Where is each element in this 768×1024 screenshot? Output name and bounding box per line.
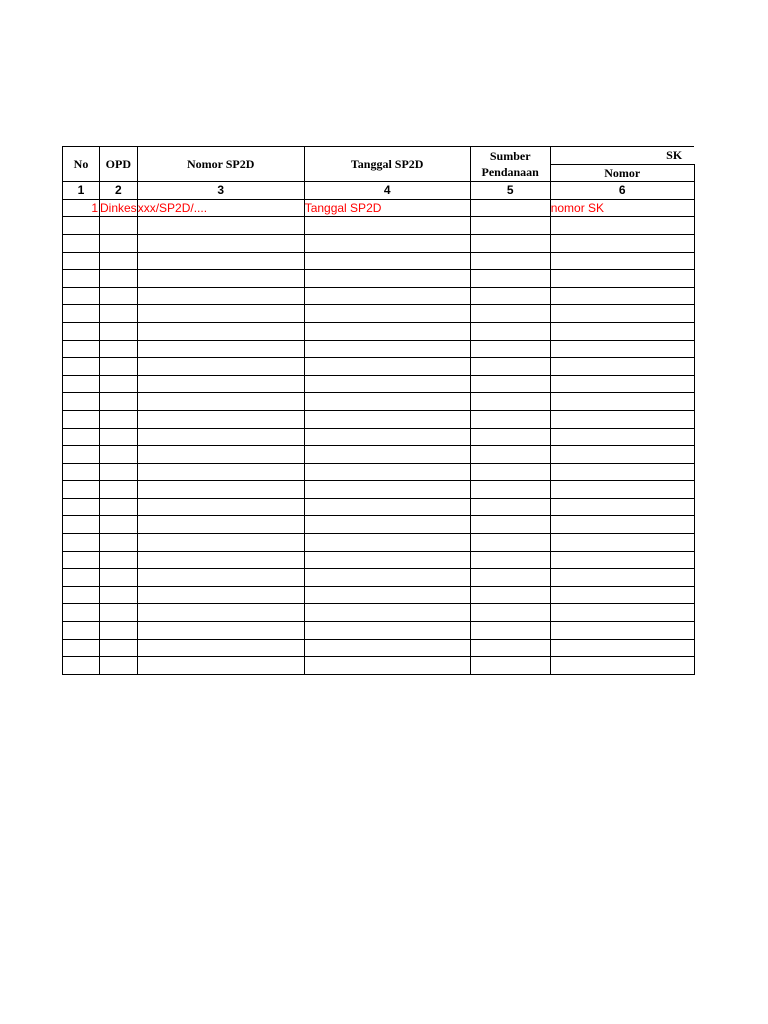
cell-sumber[interactable]	[470, 340, 550, 358]
table-row	[63, 358, 695, 376]
example-no[interactable]: 1	[63, 199, 100, 217]
cell-sk-nomor[interactable]	[550, 270, 694, 288]
cell-tanggal-sp2d[interactable]	[304, 604, 470, 622]
table-row	[63, 252, 695, 270]
cell-nomor-sp2d[interactable]	[137, 463, 304, 481]
cell-opd[interactable]	[100, 604, 138, 622]
table-row	[63, 217, 695, 235]
cell-no[interactable]	[63, 322, 100, 340]
cell-tanggal-sp2d[interactable]	[304, 252, 470, 270]
cell-sk-nomor[interactable]	[550, 393, 694, 411]
cell-opd[interactable]	[100, 270, 138, 288]
cell-opd[interactable]	[100, 410, 138, 428]
cell-sumber[interactable]	[470, 639, 550, 657]
cell-no[interactable]	[63, 340, 100, 358]
cell-opd[interactable]	[100, 393, 138, 411]
cell-tanggal-sp2d[interactable]	[304, 305, 470, 323]
cell-sumber[interactable]	[470, 270, 550, 288]
cell-sumber[interactable]	[470, 463, 550, 481]
cell-no[interactable]	[63, 657, 100, 675]
cell-sumber[interactable]	[470, 516, 550, 534]
cell-opd[interactable]	[100, 340, 138, 358]
header-no[interactable]: No	[63, 147, 100, 182]
cell-tanggal-sp2d[interactable]	[304, 463, 470, 481]
cell-nomor-sp2d[interactable]	[137, 252, 304, 270]
cell-no[interactable]	[63, 498, 100, 516]
table-row	[63, 305, 695, 323]
header-sumber-line2: Pendanaan	[481, 165, 539, 180]
cell-tanggal-sp2d[interactable]	[304, 498, 470, 516]
cell-nomor-sp2d[interactable]	[137, 217, 304, 235]
table-row	[63, 375, 695, 393]
column-number-row	[63, 182, 695, 200]
cell-tanggal-sp2d[interactable]	[304, 340, 470, 358]
cell-nomor-sp2d[interactable]	[137, 534, 304, 552]
cell-sumber[interactable]	[470, 217, 550, 235]
cell-no[interactable]	[63, 463, 100, 481]
cell-no[interactable]	[63, 375, 100, 393]
cell-opd[interactable]	[100, 498, 138, 516]
cell-tanggal-sp2d[interactable]	[304, 639, 470, 657]
cell-sk-nomor[interactable]	[550, 569, 694, 587]
cell-sk-nomor[interactable]	[550, 217, 694, 235]
table-row	[63, 569, 695, 587]
column-number-1[interactable]: 1	[63, 182, 100, 200]
table-row	[63, 393, 695, 411]
cell-tanggal-sp2d[interactable]	[304, 322, 470, 340]
cell-sumber[interactable]	[470, 604, 550, 622]
cell-tanggal-sp2d[interactable]	[304, 217, 470, 235]
header-row-1	[63, 147, 695, 165]
cell-tanggal-sp2d[interactable]	[304, 657, 470, 675]
cell-no[interactable]	[63, 481, 100, 499]
header-tanggal-sp2d[interactable]: Tanggal SP2D	[304, 147, 470, 182]
cell-tanggal-sp2d[interactable]	[304, 586, 470, 604]
cell-no[interactable]	[63, 622, 100, 640]
cell-nomor-sp2d[interactable]	[137, 569, 304, 587]
header-opd[interactable]: OPD	[100, 147, 138, 182]
cell-opd[interactable]	[100, 463, 138, 481]
cell-nomor-sp2d[interactable]	[137, 551, 304, 569]
cell-tanggal-sp2d[interactable]	[304, 393, 470, 411]
table-row	[63, 657, 695, 675]
cell-sumber[interactable]	[470, 428, 550, 446]
cell-nomor-sp2d[interactable]	[137, 287, 304, 305]
cell-tanggal-sp2d[interactable]	[304, 622, 470, 640]
cell-tanggal-sp2d[interactable]	[304, 358, 470, 376]
cell-tanggal-sp2d[interactable]	[304, 516, 470, 534]
table-row	[63, 322, 695, 340]
cell-opd[interactable]	[100, 569, 138, 587]
cell-sk-nomor[interactable]	[550, 446, 694, 464]
cell-nomor-sp2d[interactable]	[137, 410, 304, 428]
cell-no[interactable]	[63, 516, 100, 534]
table-row	[63, 622, 695, 640]
cell-nomor-sp2d[interactable]	[137, 234, 304, 252]
table-row	[63, 498, 695, 516]
cell-nomor-sp2d[interactable]	[137, 428, 304, 446]
cell-opd[interactable]	[100, 551, 138, 569]
example-tanggal-sp2d[interactable]: Tanggal SP2D	[304, 199, 470, 217]
cell-sk-nomor[interactable]	[550, 481, 694, 499]
cell-opd[interactable]	[100, 375, 138, 393]
example-sumber[interactable]	[470, 199, 550, 217]
cell-no[interactable]	[63, 534, 100, 552]
cell-nomor-sp2d[interactable]	[137, 622, 304, 640]
cell-no[interactable]	[63, 639, 100, 657]
cell-sumber[interactable]	[470, 657, 550, 675]
cell-no[interactable]	[63, 551, 100, 569]
cell-opd[interactable]	[100, 481, 138, 499]
cell-no[interactable]	[63, 569, 100, 587]
cell-no[interactable]	[63, 305, 100, 323]
cell-nomor-sp2d[interactable]	[137, 305, 304, 323]
cell-sk-nomor[interactable]	[550, 410, 694, 428]
cell-no[interactable]	[63, 287, 100, 305]
cell-sumber[interactable]	[470, 322, 550, 340]
cell-sk-nomor[interactable]	[550, 586, 694, 604]
table-row	[63, 481, 695, 499]
cell-no[interactable]	[63, 393, 100, 411]
column-number-2[interactable]: 2	[100, 182, 138, 200]
cell-sumber[interactable]	[470, 287, 550, 305]
table-row	[63, 428, 695, 446]
cell-sumber[interactable]	[470, 252, 550, 270]
cell-no[interactable]	[63, 358, 100, 376]
header-sumber-pendanaan[interactable]	[470, 147, 550, 182]
cell-tanggal-sp2d[interactable]	[304, 287, 470, 305]
cell-nomor-sp2d[interactable]	[137, 322, 304, 340]
table-row	[63, 410, 695, 428]
example-nomor-sp2d[interactable]: xxx/SP2D/....	[137, 199, 304, 217]
cell-opd[interactable]	[100, 428, 138, 446]
cell-sk-nomor[interactable]	[550, 322, 694, 340]
example-row	[63, 199, 695, 217]
header-nomor-sp2d[interactable]: Nomor SP2D	[137, 147, 304, 182]
cell-tanggal-sp2d[interactable]	[304, 270, 470, 288]
cell-nomor-sp2d[interactable]	[137, 657, 304, 675]
cell-sk-nomor[interactable]	[550, 287, 694, 305]
cell-sk-nomor[interactable]	[550, 551, 694, 569]
table-row	[63, 639, 695, 657]
cell-sk-nomor[interactable]	[550, 639, 694, 657]
cell-sumber[interactable]	[470, 622, 550, 640]
table-row	[63, 516, 695, 534]
cell-sk-nomor[interactable]	[550, 375, 694, 393]
cell-sumber[interactable]	[470, 569, 550, 587]
cell-tanggal-sp2d[interactable]	[304, 428, 470, 446]
cell-sumber[interactable]	[470, 234, 550, 252]
cell-sumber[interactable]	[470, 498, 550, 516]
table-row	[63, 551, 695, 569]
cell-no[interactable]	[63, 604, 100, 622]
cell-sumber[interactable]	[470, 393, 550, 411]
cell-tanggal-sp2d[interactable]	[304, 551, 470, 569]
cell-tanggal-sp2d[interactable]	[304, 534, 470, 552]
cell-opd[interactable]	[100, 287, 138, 305]
cell-nomor-sp2d[interactable]	[137, 639, 304, 657]
cell-sk-nomor[interactable]	[550, 305, 694, 323]
cell-sk-nomor[interactable]	[550, 622, 694, 640]
cell-opd[interactable]	[100, 622, 138, 640]
cell-tanggal-sp2d[interactable]	[304, 481, 470, 499]
cell-sk-nomor[interactable]	[550, 252, 694, 270]
cell-sk-nomor[interactable]	[550, 516, 694, 534]
cell-sumber[interactable]	[470, 358, 550, 376]
cell-no[interactable]	[63, 586, 100, 604]
cell-opd[interactable]	[100, 516, 138, 534]
header-sk-nomor[interactable]: Nomor	[550, 164, 694, 182]
column-number-3[interactable]: 3	[137, 182, 304, 200]
table-row	[63, 287, 695, 305]
cell-nomor-sp2d[interactable]	[137, 375, 304, 393]
cell-no[interactable]	[63, 270, 100, 288]
cell-nomor-sp2d[interactable]	[137, 586, 304, 604]
table-row	[63, 446, 695, 464]
table-row	[63, 340, 695, 358]
cell-nomor-sp2d[interactable]	[137, 498, 304, 516]
cell-nomor-sp2d[interactable]	[137, 446, 304, 464]
table-row	[63, 270, 695, 288]
table-row	[63, 586, 695, 604]
cell-no[interactable]	[63, 446, 100, 464]
cell-nomor-sp2d[interactable]	[137, 393, 304, 411]
table-row	[63, 534, 695, 552]
column-number-6[interactable]: 6	[550, 182, 694, 200]
cell-sumber[interactable]	[470, 446, 550, 464]
cell-sk-nomor[interactable]	[550, 428, 694, 446]
cell-sk-nomor[interactable]	[550, 534, 694, 552]
table-row	[63, 234, 695, 252]
cell-sk-nomor[interactable]	[550, 498, 694, 516]
cell-opd[interactable]	[100, 217, 138, 235]
cell-nomor-sp2d[interactable]	[137, 604, 304, 622]
cell-no[interactable]	[63, 252, 100, 270]
cell-opd[interactable]	[100, 234, 138, 252]
cell-opd[interactable]	[100, 322, 138, 340]
cell-sumber[interactable]	[470, 586, 550, 604]
cell-sumber[interactable]	[470, 481, 550, 499]
sp2d-table	[62, 146, 695, 675]
cell-tanggal-sp2d[interactable]	[304, 410, 470, 428]
cell-opd[interactable]	[100, 586, 138, 604]
cell-tanggal-sp2d[interactable]	[304, 569, 470, 587]
cell-opd[interactable]	[100, 657, 138, 675]
cell-tanggal-sp2d[interactable]	[304, 375, 470, 393]
cell-no[interactable]	[63, 428, 100, 446]
cell-sumber[interactable]	[470, 551, 550, 569]
cell-sumber[interactable]	[470, 305, 550, 323]
example-sk-nomor[interactable]: nomor SK	[550, 199, 694, 217]
cell-nomor-sp2d[interactable]	[137, 270, 304, 288]
cell-opd[interactable]	[100, 534, 138, 552]
cell-opd[interactable]	[100, 305, 138, 323]
cell-nomor-sp2d[interactable]	[137, 358, 304, 376]
cell-no[interactable]	[63, 234, 100, 252]
cell-nomor-sp2d[interactable]	[137, 481, 304, 499]
cell-sk-nomor[interactable]	[550, 463, 694, 481]
cell-tanggal-sp2d[interactable]	[304, 446, 470, 464]
cell-opd[interactable]	[100, 446, 138, 464]
cell-tanggal-sp2d[interactable]	[304, 234, 470, 252]
cell-opd[interactable]	[100, 252, 138, 270]
cell-no[interactable]	[63, 410, 100, 428]
cell-sumber[interactable]	[470, 410, 550, 428]
table-row	[63, 604, 695, 622]
cell-sk-nomor[interactable]	[550, 604, 694, 622]
cell-sumber[interactable]	[470, 534, 550, 552]
cell-sk-nomor[interactable]	[550, 657, 694, 675]
header-sumber-line1: Sumber	[489, 149, 531, 164]
cell-nomor-sp2d[interactable]	[137, 340, 304, 358]
cell-opd[interactable]	[100, 639, 138, 657]
cell-sk-nomor[interactable]	[550, 234, 694, 252]
table-row	[63, 463, 695, 481]
cell-sk-nomor[interactable]	[550, 340, 694, 358]
column-number-5[interactable]: 5	[470, 182, 550, 200]
cell-sumber[interactable]	[470, 375, 550, 393]
cell-nomor-sp2d[interactable]	[137, 516, 304, 534]
column-number-4[interactable]: 4	[304, 182, 470, 200]
cell-sk-nomor[interactable]	[550, 358, 694, 376]
example-opd[interactable]: Dinkes	[100, 201, 137, 216]
cell-opd[interactable]	[100, 358, 138, 376]
cell-no[interactable]	[63, 217, 100, 235]
header-sk[interactable]: SK	[550, 147, 694, 165]
